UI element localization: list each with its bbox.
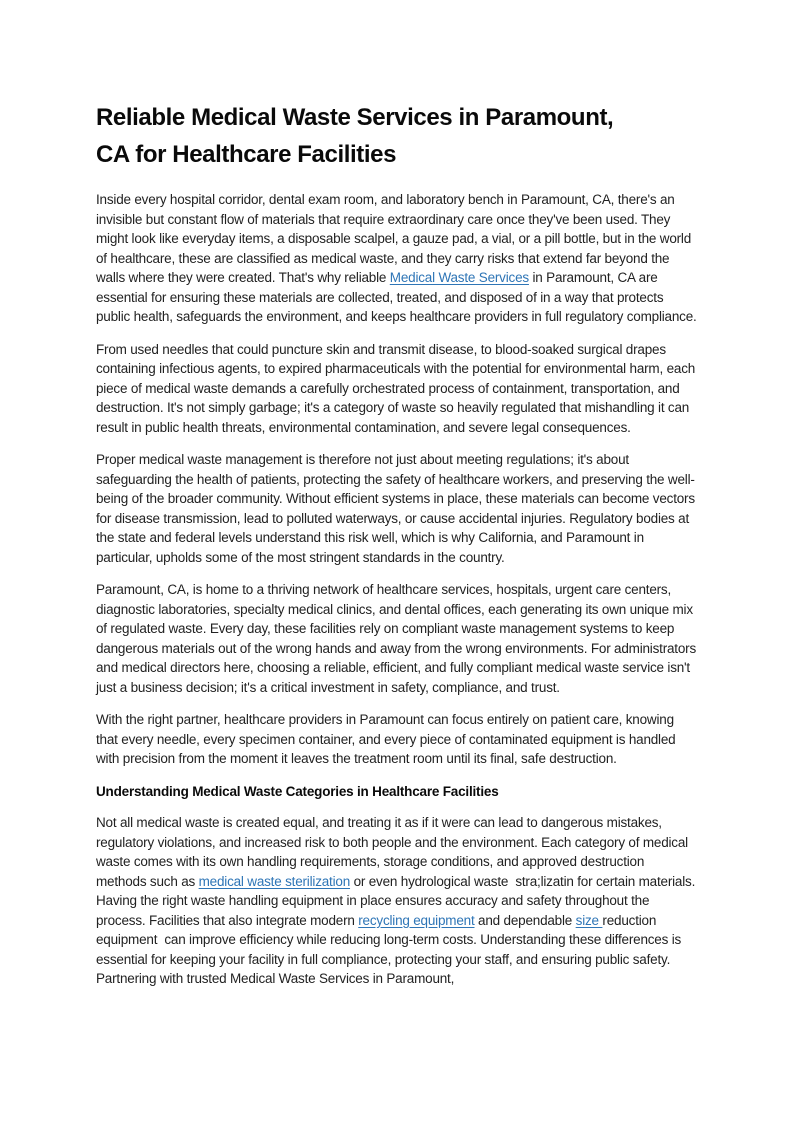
text-run: Not all medical waste is created equal, and treating it as if it were can lead to dangerous mistakes, regulatory violations, and increased risk to both people and the environment. Each category of medical waste comes with its own handling requirements, storage conditions, and approved destruction methods such as [96,815,692,889]
link-recycling-equipment[interactable]: recycling equipment [358,912,475,928]
title-line-2: CA for Healthcare Facilities [96,141,397,168]
text-run: Inside every hospital corridor, dental exam room, and laboratory bench in Paramount, CA, there's an invisible but constant flow of materials that require extraordinary care once they've been used. They might look like everyday items, a disposable scalpel, a gauze pad, a vial, or a pill bottle, but in the world of healthcare, these are classified as medical waste, and they carry risks that extend far beyond the walls where they were created. That's why reliable [96,192,695,285]
text-run: Paramount, CA, is home to a thriving network of healthcare services, hospitals, urgent care centers, diagnostic laboratories, specialty medical clinics, and dental offices, each generating its own unique mix of regulated waste. Every day, these facilities rely on compliant waste management systems to keep dangerous materials out of the wrong hands and away from the wrong environments. For administrators and medical directors here, choosing a reliable, efficient, and fully compliant medical waste service isn't just a business decision; it's a critical investment in safety, compliance, and trust. [96,582,700,695]
text-run: in Paramount, CA are essential for ensuring these materials are collected, treated, and disposed of in a way that protects public health, safeguards the environment, and keeps healthcare providers in full regulatory compliance. [96,270,697,324]
text-run: With the right partner, healthcare providers in Paramount can focus entirely on patient care, knowing that every needle, every specimen container, and every piece of contaminated equipment is handled with precision from the moment it leaves the treatment room until its final, safe destruction. [96,712,680,766]
text-run: From used needles that could puncture skin and transmit disease, to blood-soaked surgical drapes containing infectious agents, to expired pharmaceuticals with the potential for environmental harm, each piece of medical waste demands a carefully orchestrated process of containment, transportation, and destruction. It's not simply garbage; it's a category of waste so heavily regulated that mishandling it can result in public health threats, environmental contamination, and severe legal consequences. [96,341,699,435]
document-body [96,190,698,989]
paragraph-6 [96,813,698,989]
paragraph-1 [96,190,698,327]
text-run: reduction equipment can improve efficiency while reducing long-term costs. Understanding these differences is essential for keeping your facility in full compliance, protecting your staff, and ensuring public safety. Partnering with trusted Medical Waste Services in Paramount, [96,912,685,986]
paragraph-3 [96,450,698,567]
text-run: or even hydrological waste stra;lizatin for certain materials. Having the right waste handling equipment in place ensures accuracy and safety throughout the process. Facilities that also integrate modern [96,873,699,928]
link-size-reduction[interactable]: size [575,912,603,928]
document-title [96,99,698,173]
paragraph-5 [96,710,698,769]
link-medical-waste-sterilization[interactable]: medical waste sterilization [198,873,351,889]
section-heading-waste-categories: Understanding Medical Waste Categories in Healthcare Facilities [96,783,499,799]
paragraph-4 [96,580,698,697]
text-run: Proper medical waste management is therefore not just about meeting regulations; it's about safeguarding the health of patients, protecting the safety of healthcare workers, and preserving the well-being of the broader community. Without efficient systems in place, these materials can become vectors for disease transmission, lead to polluted waterways, or cause accidental injuries. Regulatory bodies at the state and federal levels understand this risk well, which is why California, and Paramount in particular, upholds some of the most stringent standards in the country. [96,452,699,565]
title-line-1: Reliable Medical Waste Services in Paramount, [96,104,614,131]
text-run: and dependable [474,912,576,928]
link-medical-waste-services[interactable]: Medical Waste Services [389,270,529,285]
paragraph-2 [96,340,698,438]
